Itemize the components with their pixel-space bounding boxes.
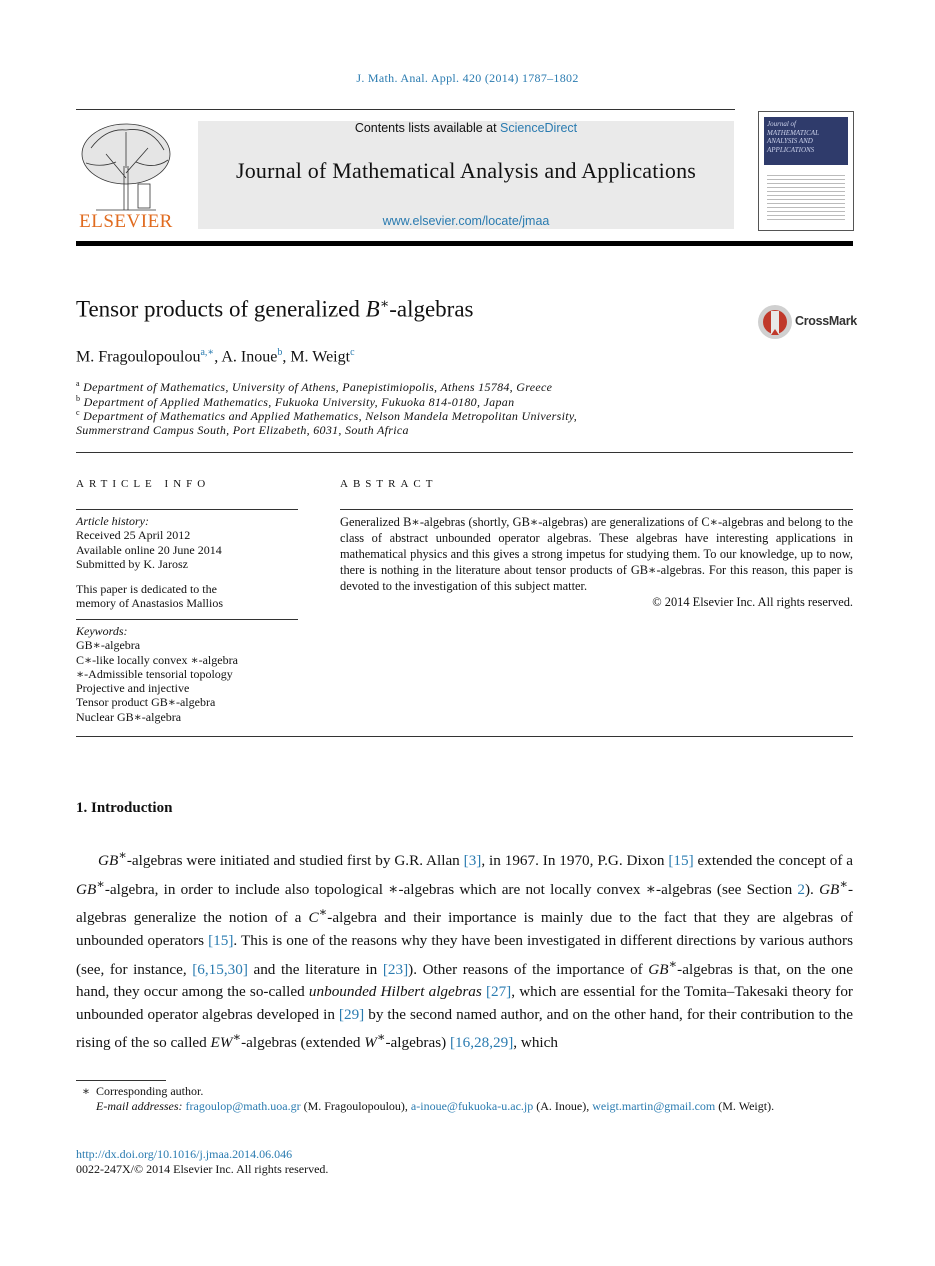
journal-title: Journal of Mathematical Analysis and Applications — [235, 158, 697, 183]
doi-link[interactable]: http://dx.doi.org/10.1016/j.jmaa.2014.06.046 — [76, 1147, 293, 1161]
issn-copyright: 0022-247X/© 2014 Elsevier Inc. All rights reserved. — [76, 1162, 329, 1176]
citation-link[interactable]: [29] — [338, 1005, 365, 1023]
author-affiliation-ref[interactable]: b — [277, 347, 283, 358]
author-list: M. Fragoulopoulou$^{a,∗}$, A. Inoue$^b$, M. Weigt$^c$ — [76, 347, 355, 366]
citation-link[interactable]: [16,28,29] — [450, 1034, 514, 1052]
article-info-heading: ARTICLE INFO — [76, 478, 211, 490]
cover-contents-block — [767, 172, 845, 222]
citation-link[interactable]: [27] — [485, 983, 512, 1001]
section-heading: 1. Introduction — [76, 800, 173, 816]
crossmark-icon — [757, 303, 793, 341]
author-name: A. Inoue — [221, 348, 278, 366]
author-name: M. Weigt — [290, 348, 351, 366]
citation-link[interactable]: [3] — [463, 852, 482, 870]
author-name: M. Fragoulopoulou — [76, 348, 201, 366]
email-link[interactable]: weigt.martin@gmail.com — [592, 1099, 716, 1113]
elsevier-tree-icon — [76, 118, 176, 214]
keyword: Nuclear GB∗-algebra — [76, 709, 182, 724]
journal-citation[interactable]: J. Math. Anal. Appl. 420 (2014) 1787–1802 — [356, 71, 579, 85]
sciencedirect-link[interactable]: ScienceDirect — [500, 121, 578, 135]
divider — [76, 619, 298, 620]
article-title: Tensor products of generalized B∗-algebras — [76, 296, 474, 322]
corresponding-note: ∗ Corresponding author. — [81, 1084, 204, 1098]
divider — [340, 509, 853, 510]
email-note: E-mail addresses: fragoulop@math.uoa.gr (M. Fragoulopoulou), a-inoue@fukuoka-u.ac.jp (A. Inoue), weigt.martin@gmail.com (M. Weigt). — [96, 1099, 775, 1113]
email-link[interactable]: a-inoue@fukuoka-u.ac.jp — [410, 1099, 534, 1113]
footnotes — [76, 1084, 853, 1114]
elsevier-logo[interactable] — [76, 118, 176, 233]
author-affiliation-ref[interactable]: a,∗ — [200, 347, 215, 358]
email-link[interactable]: fragoulop@math.uoa.gr — [185, 1099, 301, 1113]
keyword: ∗-Admissible tensorial topology — [76, 666, 233, 681]
journal-banner — [198, 121, 734, 229]
crossmark-badge[interactable] — [757, 303, 857, 341]
abstract-heading: ABSTRACT — [340, 478, 438, 490]
citation-link[interactable]: [15] — [668, 852, 694, 870]
intro-paragraph: GB∗-algebras were initiated and studied first by G.R. Allan [3], in 1967. In 1970, P.G. Dixon [15] extended the concept of a GB∗-algebra, in order to include also topological ∗-algebras which are not locally convex ∗-algebras (see Section 2). GB∗-algebras generalize the notion of a C∗-algebra and their importance is mainly due to the fact that they are algebras of unbounded operators [15]. This is one of the reasons why they have been investigated in different directions by various authors (see, for instance, [6,15,30] and the literature in [23]). Other reasons of the importance of GB∗-algebras is that, on the one hand, they occur among the so-called unbounded Hilbert algebras [27], which are essential for the Tomita–Takesaki theory for unbounded operator algebras developed in [29] by the second named author, and on the other hand, for their contribution to the rising of the so called EW∗-algebras (extended W∗-algebras) [16,28,29], which — [76, 848, 854, 1052]
contents-line: Contents lists available at ScienceDirect — [354, 121, 578, 135]
affiliation: $^b$ Department of Applied Mathematics, Fukuoka University, Fukuoka 814-0180, Japan — [76, 394, 515, 409]
keyword: GB∗-algebra — [76, 638, 141, 653]
author-affiliation-ref[interactable]: c — [350, 347, 355, 358]
affiliation: $^a$ Department of Mathematics, University of Athens, Panepistimiopolis, Athens 15784, Greece — [76, 379, 553, 394]
divider — [76, 509, 298, 510]
journal-homepage-link[interactable]: www.elsevier.com/locate/jmaa — [382, 214, 550, 228]
citation-link[interactable]: [23] — [382, 960, 409, 978]
cover-title-block: Journal of MATHEMATICAL ANALYSIS AND APPLICATIONS — [764, 117, 848, 165]
section-link[interactable]: 2 — [797, 880, 805, 898]
divider — [76, 736, 853, 737]
elsevier-wordmark: ELSEVIER — [79, 211, 173, 232]
doi-block — [76, 1147, 328, 1177]
header-rule — [76, 109, 735, 110]
keywords: Keywords: GB∗-algebra C∗-like locally convex ∗-algebra ∗-Admissible tensorial topology Projective and injective Tensor product GB∗-algebra Nuclear GB∗-algebra — [76, 624, 298, 724]
citation-link[interactable]: [6,15,30] — [192, 960, 248, 978]
keyword: Tensor product GB∗-algebra — [76, 695, 216, 710]
header-thick-rule — [76, 241, 853, 246]
keyword: C∗-like locally convex ∗-algebra — [76, 652, 238, 667]
journal-cover[interactable] — [758, 111, 854, 231]
affiliation: $^c$ Department of Mathematics and Applied Mathematics, Nelson Mandela Metropolitan University, — [76, 408, 578, 423]
footnote-rule — [76, 1080, 166, 1081]
copyright: © 2014 Elsevier Inc. All rights reserved. — [652, 595, 853, 609]
divider — [76, 452, 853, 453]
citation-link[interactable]: [15] — [208, 931, 234, 949]
abstract-text: Generalized B∗-algebras (shortly, GB∗-algebras) are generalizations of C∗-algebras and belong to the class of abstract unbounded operator algebras. These algebras have interesting applications in mathematical physics and this gives a strong impetus for studying them. To our knowledge, up to now, there is nothing in the literature about tensor products of GB∗-algebras. For this reason, this paper is devoted to the investigation of this subject matter. © 2014 Elsevier Inc. All rights reserved. — [340, 515, 853, 609]
affiliation-continued: Summerstrand Campus South, Port Elizabeth, 6031, South Africa — [76, 423, 409, 437]
article-history: Article history: Received 25 April 2012 Available online 20 June 2014 Submitted by K. Jarosz This paper is dedicated to the memory of Anastasios Mallios — [76, 514, 223, 611]
keyword: Projective and injective — [76, 681, 190, 696]
crossmark-label: CrossMark — [795, 314, 857, 328]
